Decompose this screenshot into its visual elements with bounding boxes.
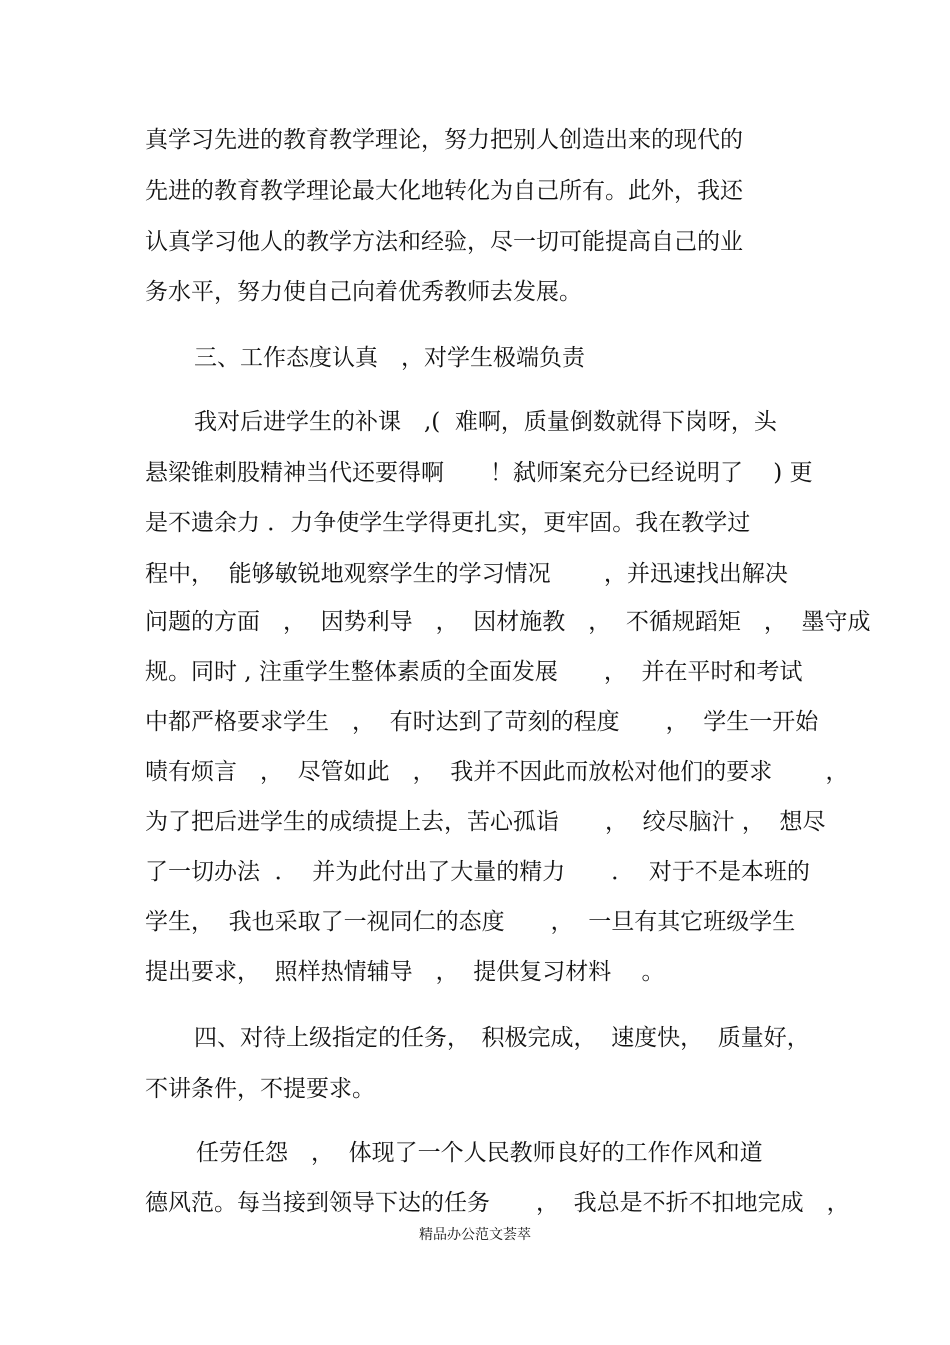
body-line-4: 务水平，努力使自己向着优秀教师去发展。 [145, 279, 582, 305]
section-heading-4: 四、对待上级指定的任务， 积极完成， 速度快， 质量好， [194, 1025, 810, 1051]
body-line-2: 先进的教育教学理论最大化地转化为自己所有。此外，我还 [145, 178, 743, 204]
body-line-6: 我对后进学生的补课 ,( 难啊，质量倒数就得下岗呀，头 [194, 409, 777, 435]
body-line-21: 德风范。每当接到领导下达的任务 ， 我总是不折不扣地完成 ， [145, 1190, 850, 1216]
body-line-13: 啧有烦言 ， 尽管如此 ， 我并不因此而放松对他们的要求 ， [145, 759, 849, 785]
body-line-11: 规。同时 , 注重学生整体素质的全面发展 ， 并在平时和考试 [145, 659, 803, 685]
body-line-1: 真学习先进的教育教学理论，努力把别人创造出来的现代的 [145, 127, 743, 153]
body-line-9: 程中， 能够敏锐地观察学生的学习情况 ，并迅速找出解决 [145, 561, 788, 587]
body-line-16: 学生， 我也采取了一视同仁的态度 ， 一旦有其它班级学生 [145, 909, 796, 935]
body-line-3: 认真学习他人的教学方法和经验，尽一切可能提高自己的业 [145, 229, 743, 255]
body-line-10: 问题的方面 ， 因势利导 ， 因材施教 ， 不循规蹈矩 ， 墨守成 [145, 609, 871, 635]
body-line-20: 任劳任怨 ， 体现了一个人民教师良好的工作作风和道 [196, 1140, 763, 1166]
section-heading-3: 三、工作态度认真 ，对学生极端负责 [194, 345, 585, 371]
body-line-7: 悬梁锥刺股精神当代还要得啊 ！弑师案充分已经说明了 ) 更 [145, 460, 813, 486]
body-line-12: 中都严格要求学生 ， 有时达到了苛刻的程度 ， 学生一开始 [145, 709, 819, 735]
page-footer: 精品办公范文荟萃 [419, 1227, 531, 1243]
body-line-8: 是不遗余力 ．力争使学生学得更扎实，更牢固。我在教学过 [145, 510, 751, 536]
body-line-17: 提出要求， 照样热情辅导 ， 提供复习材料 。 [145, 959, 665, 985]
body-line-15: 了一切办法 ． 并为此付出了大量的精力 ． 对于不是本班的 [145, 859, 810, 885]
body-line-19: 不讲条件，不提要求。 [145, 1076, 375, 1102]
body-line-14: 为了把后进学生的成绩提上去，苦心孤诣 ， 绞尽脑汁 ， 想尽 [145, 809, 826, 835]
